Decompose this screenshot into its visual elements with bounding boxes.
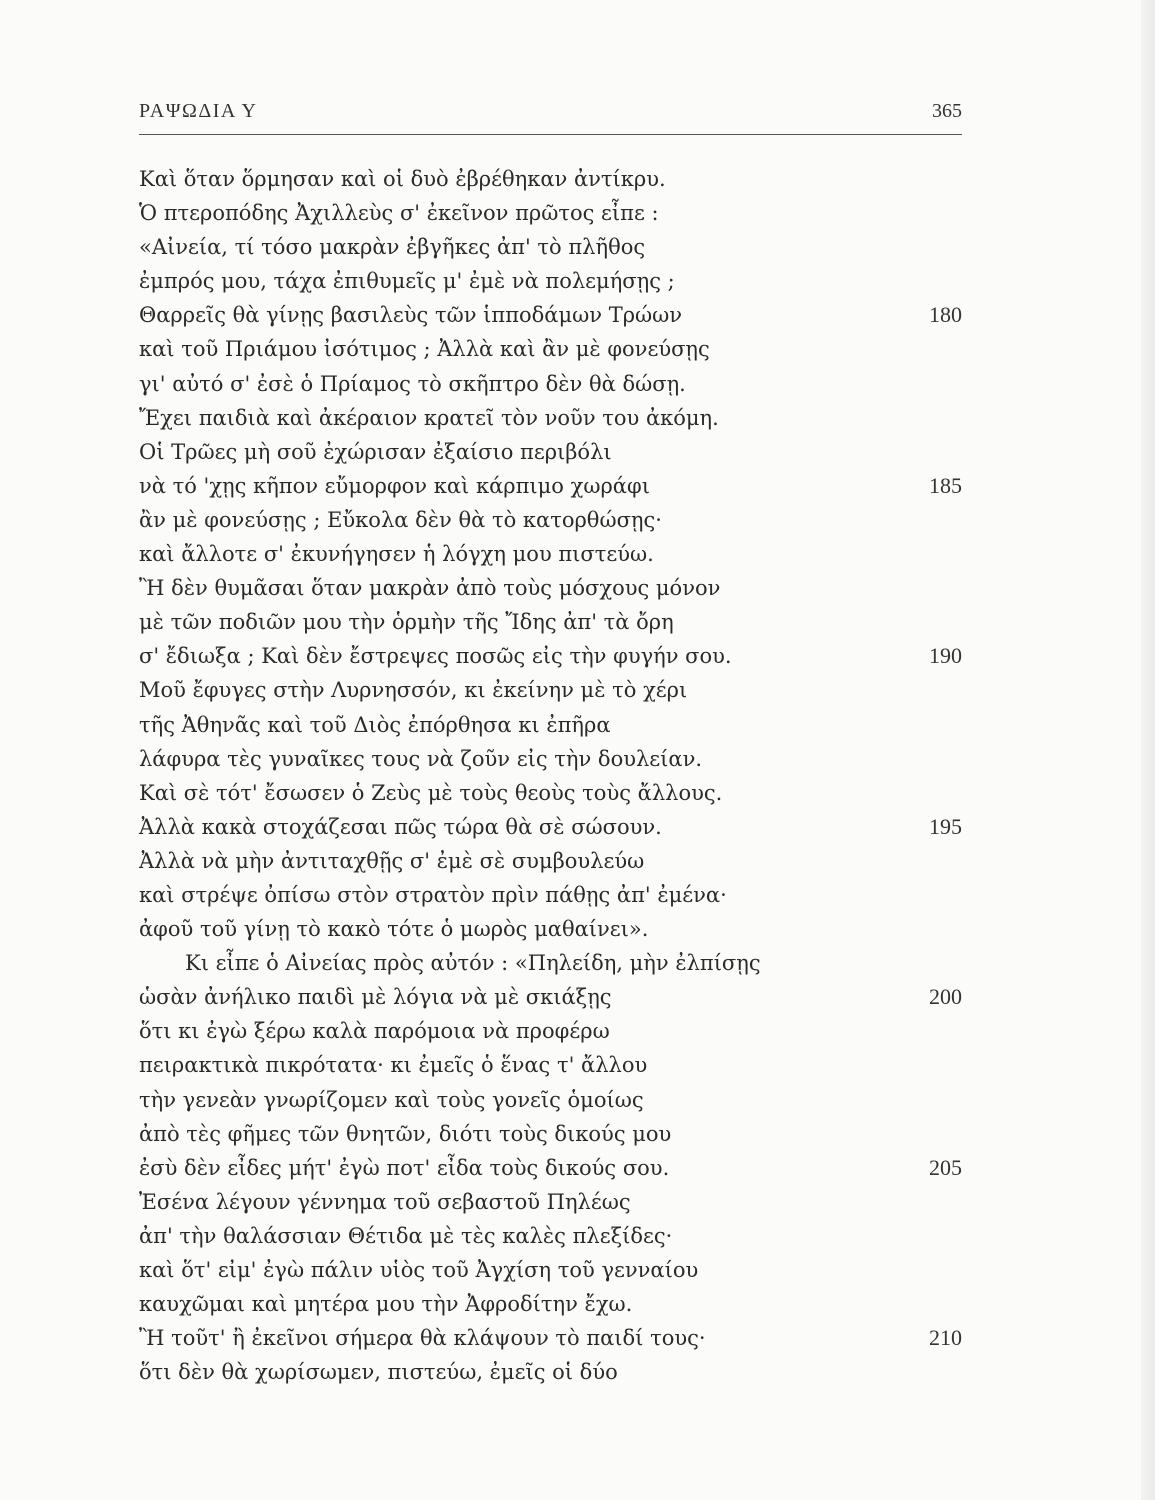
verse-line xyxy=(139,264,962,298)
verse-text: ἀπὸ τὲς φῆμες τῶν θνητῶν, διότι τοὺς δικούς μου xyxy=(139,1121,672,1146)
verse-line xyxy=(139,401,962,435)
verse-text: Θαρρεῖς θὰ γίνῃς βασιλεὺς τῶν ἱπποδάμων Τρώων xyxy=(139,303,683,328)
verse-text: ἂν μὲ φονεύσῃς ; Εὔκολα δὲν θὰ τὸ κατορθώσῃς· xyxy=(139,507,662,532)
verse-line xyxy=(139,162,962,196)
verse-block xyxy=(139,162,962,1389)
verse-text: Οἱ Τρῶες μὴ σοῦ ἐχώρισαν ἐξαίσιο περιβόλι xyxy=(139,439,612,464)
verse-text: ἐμπρός μου, τάχα ἐπιθυμεῖς μ' ἐμὲ νὰ πολεμήσῃς ; xyxy=(139,269,675,294)
verse-text: ὅτι δὲν θὰ χωρίσωμεν, πιστεύω, ἐμεῖς οἱ δύο xyxy=(139,1360,618,1385)
verse-text: γι' αὐτό σ' ἐσὲ ὁ Πρίαμος τὸ σκῆπτρο δὲν θὰ δώσῃ. xyxy=(139,371,686,396)
verse-text: πειρακτικὰ πικρότατα· κι ἐμεῖς ὁ ἕνας τ' ἄλλου xyxy=(139,1053,648,1078)
verse-text: Ἀλλὰ νὰ μὴν ἀντιταχθῇς σ' ἐμὲ σὲ συμβουλεύω xyxy=(139,848,645,873)
line-number: 185 xyxy=(929,472,962,498)
verse-text: τῆς Ἀθηνᾶς καὶ τοῦ Διὸς ἐπόρθησα κι ἐπῆρα xyxy=(139,712,611,737)
verse-line xyxy=(139,776,962,810)
verse-line xyxy=(139,673,962,707)
verse-text: καὶ ἄλλοτε σ' ἐκυνήγησεν ἡ λόγχη μου πιστεύω. xyxy=(139,542,654,567)
verse-line xyxy=(139,1151,962,1185)
verse-line xyxy=(139,980,962,1014)
verse-text: ὅτι κι ἐγὼ ξέρω καλὰ παρόμοια νὰ προφέρω xyxy=(139,1019,610,1044)
verse-line xyxy=(139,946,962,980)
verse-text: μὲ τῶν ποδιῶν μου τὴν ὁρμὴν τῆς Ἴδης ἀπ' τὰ ὄρη xyxy=(139,610,674,635)
verse-text: νὰ τό 'χῃς κῆπον εὔμορφον καὶ κάρπιμο χωράφι xyxy=(139,473,650,498)
verse-text: ἀφοῦ τοῦ γίνῃ τὸ κακὸ τότε ὁ μωρὸς μαθαίνει». xyxy=(139,917,649,942)
verse-line xyxy=(139,1048,962,1082)
verse-line xyxy=(139,1014,962,1048)
verse-text: καὶ τοῦ Πριάμου ἰσότιμος ; Ἀλλὰ καὶ ἂν μὲ φονεύσῃς xyxy=(139,337,710,362)
verse-line xyxy=(139,1117,962,1151)
verse-line xyxy=(139,912,962,946)
line-number: 210 xyxy=(929,1325,962,1351)
verse-line xyxy=(139,1321,962,1355)
verse-line xyxy=(139,844,962,878)
verse-text: Ἔχει παιδιὰ καὶ ἀκέραιον κρατεῖ τὸν νοῦν του ἀκόμη. xyxy=(139,405,719,430)
verse-text: Καὶ ὅταν ὅρμησαν καὶ οἱ δυὸ ἐβρέθηκαν ἀντίκρυ. xyxy=(139,167,666,191)
running-head: ΡΑΨΩΔΙΑ Υ xyxy=(139,100,258,122)
verse-line xyxy=(139,196,962,230)
verse-line xyxy=(139,1287,962,1321)
verse-line xyxy=(139,571,962,605)
verse-line xyxy=(139,1185,962,1219)
verse-line xyxy=(139,503,962,537)
verse-text: Καὶ σὲ τότ' ἔσωσεν ὁ Ζεὺς μὲ τοὺς θεοὺς τοὺς ἄλλους. xyxy=(139,780,723,805)
verse-line xyxy=(139,810,962,844)
verse-line xyxy=(139,230,962,264)
verse-text: καὶ στρέψε ὀπίσω στὸν στρατὸν πρὶν πάθῃς ἀπ' ἐμένα· xyxy=(139,882,727,907)
verse-line xyxy=(139,708,962,742)
page-header xyxy=(139,98,962,130)
verse-line xyxy=(139,639,962,673)
verse-text: καὶ ὅτ' εἰμ' ἐγὼ πάλιν υἱὸς τοῦ Ἀγχίση τοῦ γενναίου xyxy=(139,1258,699,1282)
verse-text: καυχῶμαι καὶ μητέρα μου τὴν Ἀφροδίτην ἔχω. xyxy=(139,1292,633,1317)
line-number: 200 xyxy=(929,984,962,1010)
verse-text: «Αἰνεία, τί τόσο μακρὰν ἐβγῆκες ἀπ' τὸ πλῆθος xyxy=(139,235,646,260)
verse-text: σ' ἔδιωξα ; Καὶ δὲν ἔστρεψες ποσῶς εἰς τὴν φυγήν σου. xyxy=(139,644,732,669)
verse-line xyxy=(139,878,962,912)
verse-line xyxy=(139,742,962,776)
verse-text: Ἢ τοῦτ' ἢ ἐκεῖνοι σήμερα θὰ κλάψουν τὸ παιδί τους· xyxy=(139,1326,706,1351)
verse-text: τὴν γενεὰν γνωρίζομεν καὶ τοὺς γονεῖς ὁμοίως xyxy=(139,1087,644,1112)
verse-line xyxy=(139,1253,962,1287)
verse-line xyxy=(139,298,962,332)
verse-line xyxy=(139,367,962,401)
verse-line xyxy=(139,469,962,503)
verse-text: Κι εἶπε ὁ Αἰνείας πρὸς αὐτόν : «Πηλείδη, μὴν ἐλπίσῃς xyxy=(185,951,761,976)
verse-text: Ἢ δὲν θυμᾶσαι ὅταν μακρὰν ἀπὸ τοὺς μόσχους μόνον xyxy=(139,576,721,601)
verse-line xyxy=(139,332,962,366)
verse-text: ἐσὺ δὲν εἶδες μήτ' ἐγὼ ποτ' εἶδα τοὺς δικούς σου. xyxy=(139,1155,670,1180)
verse-text: Ἀλλὰ κακὰ στοχάζεσαι πῶς τώρα θὰ σὲ σώσουν. xyxy=(139,814,662,839)
verse-text: Ὁ πτεροπόδης Ἀχιλλεὺς σ' ἐκεῖνον πρῶτος εἶπε : xyxy=(139,201,659,226)
verse-line xyxy=(139,537,962,571)
verse-line xyxy=(139,605,962,639)
verse-line xyxy=(139,435,962,469)
verse-text: λάφυρα τὲς γυναῖκες τους νὰ ζοῦν εἰς τὴν δουλείαν. xyxy=(139,746,703,771)
page-number: 365 xyxy=(932,100,962,122)
verse-line xyxy=(139,1219,962,1253)
verse-text: ἀπ' τὴν θαλάσσιαν Θέτιδα μὲ τὲς καλὲς πλεξίδες· xyxy=(139,1223,673,1248)
verse-line xyxy=(139,1355,962,1389)
line-number: 195 xyxy=(929,813,962,839)
header-rule xyxy=(139,134,962,135)
line-number: 205 xyxy=(929,1154,962,1180)
verse-text: ὡσὰν ἀνήλικο παιδὶ μὲ λόγια νὰ μὲ σκιάξῃς xyxy=(139,985,612,1010)
line-number: 190 xyxy=(929,643,962,669)
verse-text: Ἐσένα λέγουν γέννημα τοῦ σεβαστοῦ Πηλέως xyxy=(139,1189,631,1214)
verse-text: Μοῦ ἔφυγες στὴν Λυρνησσόν, κι ἐκείνην μὲ τὸ χέρι xyxy=(139,678,688,703)
line-number: 180 xyxy=(929,302,962,328)
page-edge-shadow xyxy=(1141,0,1155,1500)
verse-line xyxy=(139,1083,962,1117)
